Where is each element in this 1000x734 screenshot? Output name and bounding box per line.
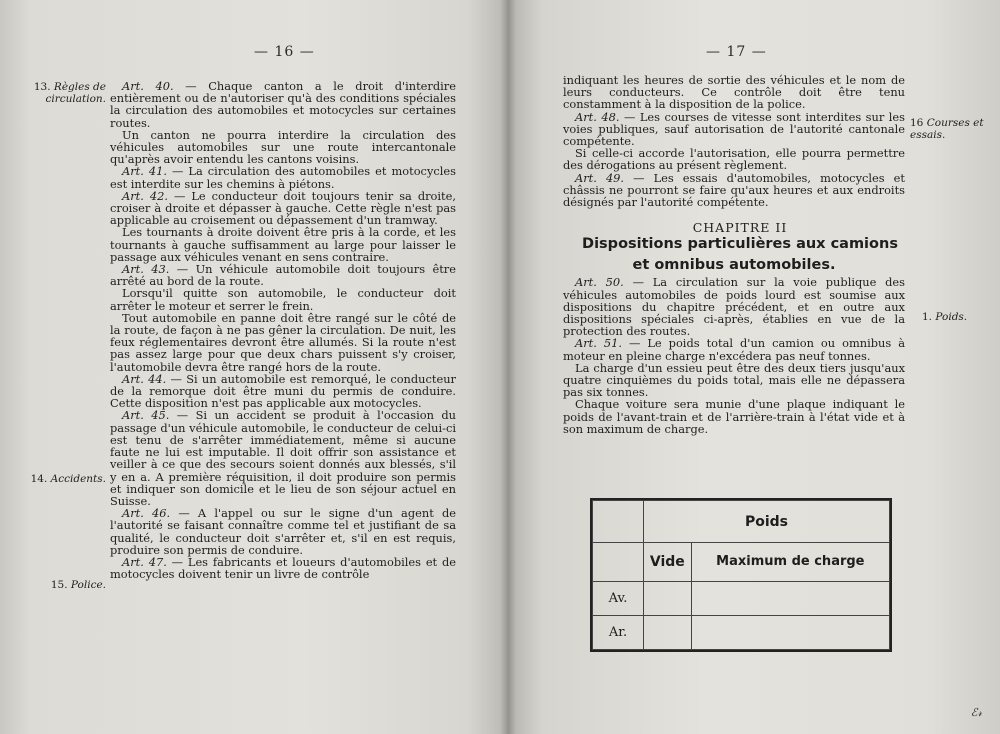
article-label: Art. 46. bbox=[122, 506, 171, 521]
chapter-label: CHAPITRE II bbox=[692, 220, 788, 236]
paragraph-text: — La circulation sur la voie publique des véhicules automobiles de poids lourd est soumise aux dispositions du chapitre précédent, et en outre aux dispositions spéciales ci-après, établies en vue de la protection des routes. bbox=[563, 275, 906, 339]
paragraph-text: Les tournants à droite doivent être pris à la corde, et les tournants à gauche suffisamment au large pour laisser le passage aux véhicules venant en sens contraire. bbox=[110, 225, 456, 264]
paragraph-text: indiquant les heures de sortie des véhicules et le nom de leurs conducteurs. Ce contrôle doit être tenu constamment à la disposition de la police. bbox=[563, 73, 905, 112]
paragraph-text: — Si un automobile est remorqué, le conducteur de la remorque doit être muni du permis de conduire. Cette disposition n'est pas applicable aux motocycles. bbox=[110, 371, 456, 411]
paragraph-text: — Les courses de vitesse sont interdites sur les voies publiques, sauf autorisation de l'autorité cantonale compétente. bbox=[563, 109, 905, 149]
article-label: Art. 43. bbox=[122, 262, 170, 277]
paragraph-text: La charge d'un essieu peut être des deux tiers jusqu'aux quatre cinquièmes du poids total, mais elle ne dépassera pas six tonnes. bbox=[563, 360, 905, 400]
table-row-label-ar: Ar. bbox=[593, 615, 644, 649]
margin-note-16 bbox=[910, 118, 990, 141]
paragraph-text: Tout automobile en panne doit être rangé sur le côté de la route, de façon à ne pas gêner la circulation. De nuit, les feux réglementaires devront être allumés. Si la route n'est pas assez large pour que deux chars puissent s'y croiser, l'automobile devra être rangé hors de la route. bbox=[110, 310, 456, 374]
book-gutter bbox=[500, 0, 516, 734]
paragraph bbox=[563, 337, 905, 361]
paragraph bbox=[110, 190, 456, 227]
paragraph-text: — Si un accident se produit à l'occasion du passage d'un véhicule automobile, le conducteur de celui-ci est tenu de s'arrêter immédiatement, même si aucune faute ne lui est imputable. Il doit offrir son assistance et veiller à ce que des secours soient donnés aux blessés, s'il y en a. A première réquisition, il doit produire son permis et indiquer son domicile et le lieu de son séjour actuel en Suisse. bbox=[110, 408, 456, 508]
paragraph bbox=[563, 74, 905, 111]
article-label: Art. 40. bbox=[122, 79, 174, 93]
paragraph bbox=[110, 556, 456, 580]
article-label: Art. 41. bbox=[122, 164, 167, 179]
paragraph-text: Lorsqu'il quitte son automobile, le conducteur doit arrêter le moteur et serrer le frein. bbox=[110, 286, 456, 313]
margin-note-label: Règles de circulation. bbox=[45, 81, 106, 105]
table-cell bbox=[644, 615, 692, 649]
paragraph bbox=[563, 362, 905, 399]
paragraph bbox=[110, 165, 456, 189]
paragraph bbox=[110, 507, 456, 556]
paragraph-text: — Le poids total d'un camion ou omnibus à moteur en pleine charge n'excédera pas neuf tonnes. bbox=[563, 336, 905, 363]
margin-note-15 bbox=[24, 580, 106, 592]
paragraph-text: — Les fabricants et loueurs d'automobiles et de motocycles doivent tenir un livre de contrôle bbox=[110, 554, 456, 582]
page-number-left: — 16 — bbox=[254, 44, 315, 60]
weight-table bbox=[590, 498, 892, 652]
margin-note-number: 1. bbox=[922, 311, 933, 323]
paragraph bbox=[110, 80, 456, 129]
margin-note-label: Police. bbox=[70, 579, 106, 591]
margin-note-number: 15. bbox=[50, 579, 68, 591]
paragraph bbox=[563, 147, 905, 171]
paragraph-text: Chaque voiture sera munie d'une plaque indiquant le poids de l'avant-train et de l'arrière-train à l'état vide et à son maximum de charge. bbox=[563, 397, 905, 436]
chapter-title: Dispositions particulières aux camions et omnibus automobiles. bbox=[582, 236, 898, 274]
paragraph bbox=[110, 287, 456, 311]
paragraph bbox=[563, 398, 905, 435]
table-row-label-av: Av. bbox=[593, 581, 644, 615]
table-corner-cell bbox=[593, 501, 644, 543]
margin-note-number: 14. bbox=[30, 473, 48, 485]
table-cell bbox=[644, 581, 692, 615]
margin-note-14 bbox=[24, 474, 106, 486]
paragraph-text: — La circulation des automobiles et motocycles est interdite sur les chemins à piétons. bbox=[110, 164, 456, 191]
article-label: Art. 48. bbox=[575, 109, 620, 124]
table-col-maximum: Maximum de charge bbox=[691, 543, 889, 581]
table-col-vide: Vide bbox=[644, 543, 692, 581]
paragraph bbox=[110, 263, 456, 287]
paragraph bbox=[110, 226, 456, 263]
margin-note-number: 16 bbox=[910, 117, 924, 129]
table-empty-cell bbox=[593, 543, 644, 581]
article-label: Art. 42. bbox=[122, 188, 168, 203]
article-label: Art. 47. bbox=[122, 554, 167, 569]
paragraph-text: — Chaque canton a le droit d'interdire entièrement ou de n'autoriser qu'à des conditions spéciales la circulation des automobiles et motocycles sur certaines routes. bbox=[110, 79, 456, 130]
table-cell bbox=[691, 615, 889, 649]
paragraph-text: — Les essais d'automobiles, motocycles et châssis ne pourront se faire qu'aux heures et aux endroits désignés par l'autorité compétente. bbox=[563, 170, 905, 210]
paragraph-text: — A l'appel ou sur le signe d'un agent de l'autorité se faisant connaître comme tel et justifiant de sa qualité, le conducteur doit s'arrêter et, s'il en est requis, produire son permis de conduire. bbox=[110, 506, 456, 557]
paragraph-text: — Un véhicule automobile doit toujours être arrêté au bord de la route. bbox=[110, 262, 456, 289]
margin-note-13 bbox=[30, 82, 106, 105]
page-number-right: — 17 — bbox=[706, 44, 767, 60]
article-label: Art. 44. bbox=[122, 371, 167, 386]
right-page-text bbox=[563, 74, 905, 435]
paragraph bbox=[563, 111, 905, 148]
paragraph-text: Un canton ne pourra interdire la circulation des véhicules automobiles sur une route intercantonale qu'après avoir entendu les cantons voisins. bbox=[110, 127, 456, 167]
article-label: Art. 51. bbox=[575, 336, 622, 351]
paragraph bbox=[110, 409, 456, 507]
article-label: Art. 45. bbox=[122, 408, 170, 423]
margin-note-label: Poids. bbox=[935, 311, 968, 323]
paragraph bbox=[563, 172, 905, 209]
margin-note-poids bbox=[922, 312, 988, 324]
paragraph bbox=[110, 373, 456, 410]
paragraph bbox=[110, 129, 456, 166]
paragraph bbox=[110, 312, 456, 373]
left-page-text bbox=[110, 80, 456, 580]
article-label: Art. 49. bbox=[575, 170, 625, 185]
handwritten-signature: ℰ𝓇 bbox=[970, 706, 982, 719]
margin-note-label: Courses et essais. bbox=[910, 117, 984, 141]
margin-note-label: Accidents. bbox=[50, 473, 106, 485]
margin-note-number: 13. bbox=[33, 81, 51, 93]
table-header-poids: Poids bbox=[644, 501, 890, 543]
table-cell bbox=[691, 581, 889, 615]
paragraph-text: Si celle-ci accorde l'autorisation, elle pourra permettre des dérogations au présent règlement. bbox=[563, 146, 905, 173]
paragraph bbox=[563, 276, 905, 337]
paragraph-text: — Le conducteur doit toujours tenir sa droite, croiser à droite et dépasser à gauche. Cette règle n'est pas applicable au croisement ou dépassement d'un tramway. bbox=[110, 188, 456, 228]
article-label: Art. 50. bbox=[575, 275, 624, 290]
